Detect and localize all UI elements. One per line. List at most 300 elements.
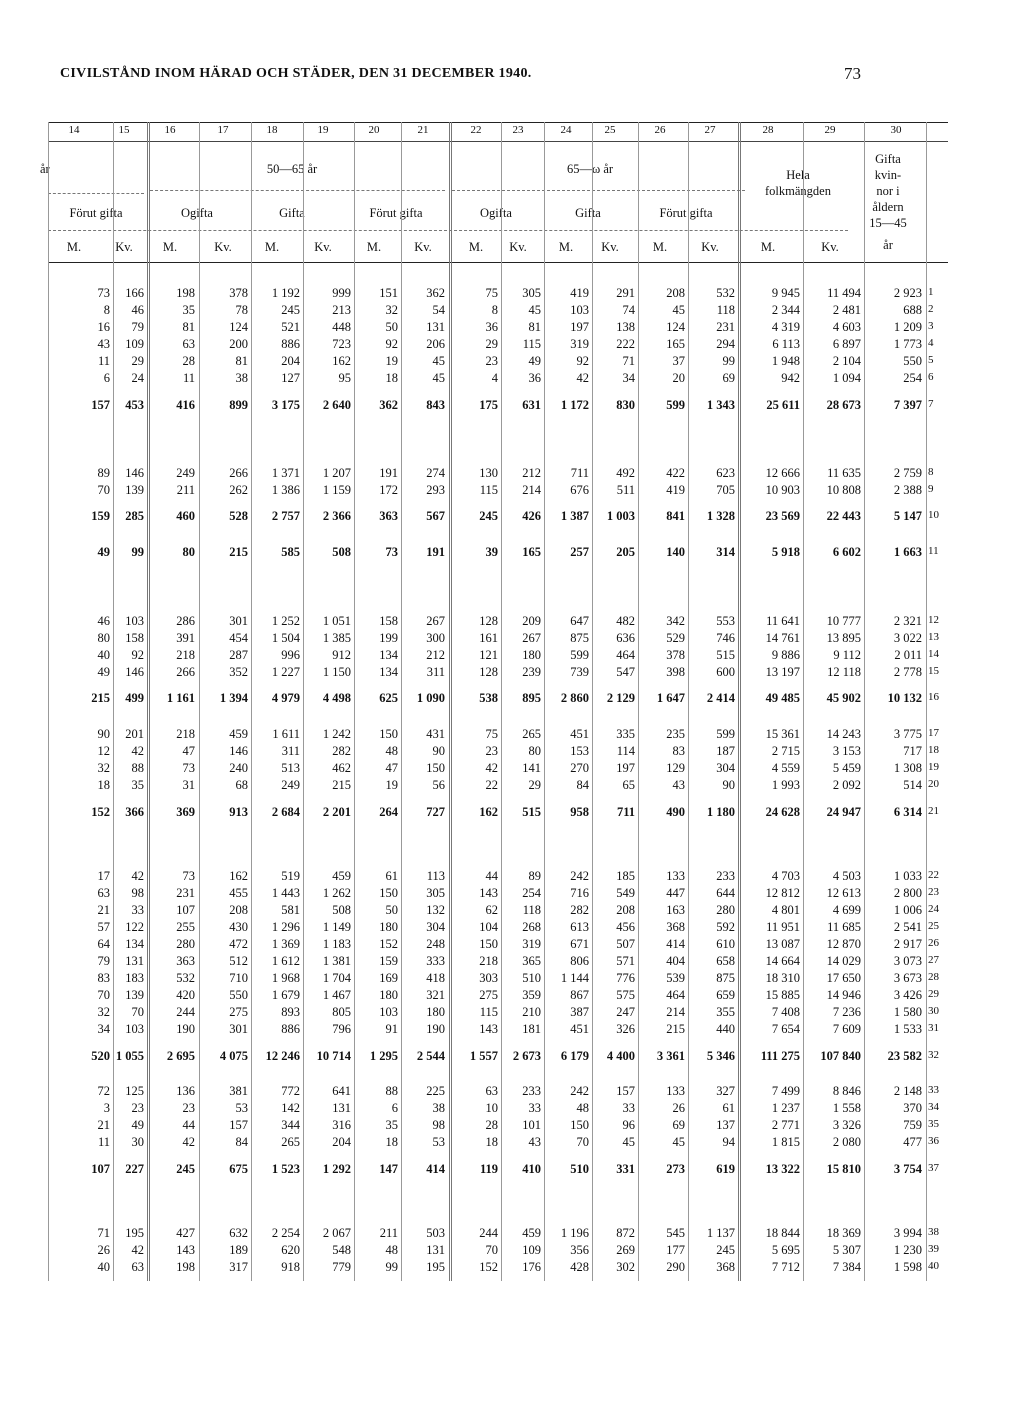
- table-cell: 521: [281, 320, 300, 334]
- table-cell: 83: [672, 744, 685, 758]
- table-cell: 127: [281, 371, 300, 385]
- table-cell: 7 609: [832, 1022, 861, 1036]
- table-cell: 150: [426, 761, 445, 775]
- table-cell: 143: [176, 1243, 195, 1257]
- heading-gifta-2: Gifta: [575, 206, 601, 220]
- table-cell: 327: [716, 1084, 735, 1098]
- table-cell: 80: [97, 631, 110, 645]
- table-cell: 195: [125, 1226, 144, 1240]
- table-cell: 1 371: [271, 466, 300, 480]
- table-total-row: [48, 805, 958, 822]
- table-cell: 550: [903, 354, 922, 368]
- table-cell: 212: [522, 466, 541, 480]
- table-cell: 772: [281, 1084, 300, 1098]
- table-cell: 88: [385, 1084, 398, 1098]
- table-cell: 287: [229, 648, 248, 662]
- table-cell: 1 094: [832, 371, 861, 385]
- table-cell: 235: [666, 727, 685, 741]
- table-cell: 1 679: [271, 988, 300, 1002]
- table-cell: 344: [281, 1118, 300, 1132]
- table-cell: 368: [716, 1260, 735, 1274]
- table-cell: 73: [182, 761, 195, 775]
- column-number: 15: [118, 124, 130, 136]
- table-cell: 103: [125, 614, 144, 628]
- table-cell: 180: [522, 648, 541, 662]
- table-cell: 571: [616, 954, 635, 968]
- table-cell: 5 346: [706, 1049, 735, 1063]
- table-cell: 370: [903, 1101, 922, 1115]
- table-cell: 201: [125, 727, 144, 741]
- table-cell: 70: [97, 483, 110, 497]
- table-cell: 1 394: [219, 691, 248, 705]
- table-cell: 109: [522, 1243, 541, 1257]
- table-cell: 134: [379, 648, 398, 662]
- table-cell: 254: [522, 886, 541, 900]
- table-cell: 958: [570, 805, 589, 819]
- table-row: [48, 954, 958, 971]
- table-cell: 464: [666, 988, 685, 1002]
- table-cell: 131: [332, 1101, 351, 1115]
- subheading-kv: Kv.: [701, 240, 719, 254]
- table-cell: 301: [229, 1022, 248, 1036]
- table-cell: 206: [426, 337, 445, 351]
- table-cell: 1 328: [706, 509, 735, 523]
- table-cell: 13 087: [765, 937, 800, 951]
- table-cell: 12 118: [827, 665, 861, 679]
- table-cell: 28: [485, 1118, 498, 1132]
- table-cell: 460: [176, 509, 195, 523]
- table-cell: 1 033: [893, 869, 922, 883]
- table-row: [48, 1243, 958, 1260]
- table-cell: 73: [97, 286, 110, 300]
- row-number: 16: [928, 691, 939, 703]
- table-cell: 304: [426, 920, 445, 934]
- table-cell: 233: [522, 1084, 541, 1098]
- table-cell: 180: [379, 988, 398, 1002]
- table-cell: 4 703: [771, 869, 800, 883]
- table-cell: 1 149: [322, 920, 351, 934]
- table-cell: 265: [281, 1135, 300, 1149]
- row-number: 39: [928, 1243, 939, 1255]
- table-cell: 231: [176, 886, 195, 900]
- table-cell: 414: [426, 1162, 445, 1176]
- table-cell: 18: [385, 1135, 398, 1149]
- table-cell: 419: [666, 483, 685, 497]
- table-cell: 492: [616, 466, 635, 480]
- table-cell: 29: [131, 354, 144, 368]
- table-cell: 210: [522, 1005, 541, 1019]
- table-cell: 14 761: [765, 631, 800, 645]
- heading-gifta-kv-3: nor i: [876, 184, 900, 198]
- table-row: [48, 869, 958, 886]
- table-cell: 2 715: [771, 744, 800, 758]
- table-cell: 2 541: [893, 920, 922, 934]
- table-cell: 153: [570, 744, 589, 758]
- table-cell: 942: [781, 371, 800, 385]
- table-cell: 3: [103, 1101, 110, 1115]
- table-cell: 28 673: [826, 398, 861, 412]
- table-cell: 806: [570, 954, 589, 968]
- table-cell: 644: [716, 886, 735, 900]
- heading-forut-gifta-1: Förut gifta: [369, 206, 423, 220]
- table-cell: 2 104: [832, 354, 861, 368]
- table-cell: 42: [485, 761, 498, 775]
- table-cell: 191: [426, 545, 445, 559]
- table-cell: 1 144: [560, 971, 589, 985]
- table-cell: 841: [666, 509, 685, 523]
- table-cell: 209: [522, 614, 541, 628]
- column-number: 14: [68, 124, 80, 136]
- table-cell: 99: [131, 545, 144, 559]
- subheading-m: M.: [652, 240, 668, 254]
- table-cell: 311: [426, 665, 445, 679]
- table-cell: 150: [379, 886, 398, 900]
- table-cell: 510: [522, 971, 541, 985]
- table-cell: 75: [485, 286, 498, 300]
- table-cell: 1 369: [271, 937, 300, 951]
- table-cell: 6 314: [893, 805, 922, 819]
- table-cell: 18: [97, 778, 110, 792]
- table-cell: 42: [576, 371, 589, 385]
- table-cell: 599: [666, 398, 685, 412]
- table-cell: 1 558: [832, 1101, 861, 1115]
- table-cell: 1 137: [706, 1226, 735, 1240]
- table-cell: 8 846: [832, 1084, 861, 1098]
- table-cell: 482: [616, 614, 635, 628]
- table-cell: 4 400: [606, 1049, 635, 1063]
- row-number: 37: [928, 1162, 939, 1174]
- table-cell: 335: [616, 727, 635, 741]
- heading-gifta-kv-6: år: [883, 238, 893, 252]
- table-cell: 619: [716, 1162, 735, 1176]
- row-number: 1: [928, 286, 934, 298]
- table-cell: 290: [666, 1260, 685, 1274]
- table-total-row: [48, 545, 958, 562]
- table-cell: 1 533: [893, 1022, 922, 1036]
- row-number: 24: [928, 903, 939, 915]
- table-cell: 567: [426, 509, 445, 523]
- table-cell: 398: [666, 665, 685, 679]
- table-cell: 158: [125, 631, 144, 645]
- table-cell: 1 557: [469, 1049, 498, 1063]
- heading-hela-2: folkmängden: [765, 184, 831, 198]
- table-row: [48, 1226, 958, 1243]
- table-cell: 1 663: [893, 545, 922, 559]
- table-cell: 1 993: [771, 778, 800, 792]
- table-cell: 42: [131, 1243, 144, 1257]
- table-cell: 181: [522, 1022, 541, 1036]
- table-cell: 84: [235, 1135, 248, 1149]
- row-number: 11: [928, 545, 939, 557]
- table-row: [48, 371, 958, 388]
- table-cell: 10 903: [765, 483, 800, 497]
- table-cell: 14 243: [826, 727, 861, 741]
- table-cell: 245: [479, 509, 498, 523]
- table-cell: 410: [522, 1162, 541, 1176]
- table-cell: 79: [97, 954, 110, 968]
- table-cell: 275: [479, 988, 498, 1002]
- table-cell: 63: [131, 1260, 144, 1274]
- table-cell: 56: [432, 778, 445, 792]
- table-cell: 24 947: [826, 805, 861, 819]
- table-cell: 33: [131, 903, 144, 917]
- table-cell: 84: [576, 778, 589, 792]
- table-cell: 9 945: [771, 286, 800, 300]
- table-cell: 431: [426, 727, 445, 741]
- table-cell: 515: [716, 648, 735, 662]
- column-number-row: [48, 122, 948, 142]
- table-cell: 81: [528, 320, 541, 334]
- table-cell: 166: [125, 286, 144, 300]
- table-cell: 96: [622, 1118, 635, 1132]
- table-cell: 98: [131, 886, 144, 900]
- subheading-kv: Kv.: [214, 240, 232, 254]
- table-cell: 90: [722, 778, 735, 792]
- heading-age-50-65: 50—65 år: [266, 162, 318, 176]
- table-cell: 146: [125, 466, 144, 480]
- table-row: [48, 971, 958, 988]
- table-cell: 11 951: [766, 920, 800, 934]
- subheading-m: M.: [162, 240, 178, 254]
- table-cell: 42: [182, 1135, 195, 1149]
- table-cell: 38: [235, 371, 248, 385]
- table-cell: 111 275: [760, 1049, 800, 1063]
- table-cell: 215: [229, 545, 248, 559]
- page-number: 73: [844, 64, 861, 83]
- table-cell: 1 227: [271, 665, 300, 679]
- table-cell: 49: [97, 665, 110, 679]
- table-cell: 139: [125, 483, 144, 497]
- table-cell: 4 801: [771, 903, 800, 917]
- table-cell: 121: [479, 648, 498, 662]
- table-cell: 119: [479, 1162, 498, 1176]
- table-cell: 22: [485, 778, 498, 792]
- table-cell: 6 897: [832, 337, 861, 351]
- table-cell: 585: [281, 545, 300, 559]
- table-cell: 304: [716, 761, 735, 775]
- table-cell: 575: [616, 988, 635, 1002]
- table-cell: 24 628: [765, 805, 800, 819]
- table-cell: 2 673: [512, 1049, 541, 1063]
- table-cell: 212: [426, 648, 445, 662]
- table-cell: 11: [182, 371, 195, 385]
- table-cell: 42: [131, 744, 144, 758]
- subheading-kv: Kv.: [115, 240, 133, 254]
- table-cell: 2 366: [322, 509, 351, 523]
- table-cell: 414: [666, 937, 685, 951]
- heading-forut-gifta-2: Förut gifta: [659, 206, 713, 220]
- table-cell: 1 443: [271, 886, 300, 900]
- table-cell: 711: [570, 466, 589, 480]
- table-cell: 459: [332, 869, 351, 883]
- table-cell: 1 183: [322, 937, 351, 951]
- table-cell: 12: [97, 744, 110, 758]
- table-cell: 158: [379, 614, 398, 628]
- heading-ar: år: [40, 162, 50, 176]
- table-cell: 2 860: [560, 691, 589, 705]
- subheading-kv: Kv.: [414, 240, 432, 254]
- table-cell: 448: [332, 320, 351, 334]
- table-cell: 1 504: [271, 631, 300, 645]
- table-cell: 28: [182, 354, 195, 368]
- table-cell: 12 870: [826, 937, 861, 951]
- row-number: 14: [928, 648, 939, 660]
- table-cell: 1 262: [322, 886, 351, 900]
- table-cell: 1 523: [271, 1162, 300, 1176]
- table-cell: 70: [485, 1243, 498, 1257]
- table-cell: 247: [616, 1005, 635, 1019]
- table-cell: 26: [97, 1243, 110, 1257]
- table-cell: 80: [182, 545, 195, 559]
- table-cell: 150: [479, 937, 498, 951]
- table-cell: 15 885: [765, 988, 800, 1002]
- table-cell: 3 326: [832, 1118, 861, 1132]
- table-cell: 244: [176, 1005, 195, 1019]
- table-cell: 225: [426, 1084, 445, 1098]
- table-cell: 420: [176, 988, 195, 1002]
- table-cell: 190: [426, 1022, 445, 1036]
- table-cell: 511: [616, 483, 635, 497]
- table-cell: 91: [385, 1022, 398, 1036]
- table-cell: 1 161: [166, 691, 195, 705]
- table-cell: 103: [379, 1005, 398, 1019]
- table-cell: 886: [281, 1022, 300, 1036]
- table-cell: 508: [332, 545, 351, 559]
- column-number: 27: [704, 124, 716, 136]
- table-cell: 513: [281, 761, 300, 775]
- table-cell: 69: [722, 371, 735, 385]
- table-cell: 7 654: [771, 1022, 800, 1036]
- table-cell: 54: [432, 303, 445, 317]
- column-number: 20: [368, 124, 380, 136]
- table-cell: 3 775: [893, 727, 922, 741]
- table-cell: 416: [176, 398, 195, 412]
- table-cell: 18 369: [826, 1226, 861, 1240]
- table-cell: 218: [176, 727, 195, 741]
- table-cell: 362: [426, 286, 445, 300]
- table-cell: 918: [281, 1260, 300, 1274]
- table-cell: 118: [522, 903, 541, 917]
- table-cell: 872: [616, 1226, 635, 1240]
- table-cell: 759: [903, 1118, 922, 1132]
- table-cell: 131: [125, 954, 144, 968]
- table-cell: 74: [622, 303, 635, 317]
- table-cell: 18 844: [765, 1226, 800, 1240]
- table-cell: 1 252: [271, 614, 300, 628]
- table-cell: 131: [426, 1243, 445, 1257]
- table-cell: 239: [522, 665, 541, 679]
- table-cell: 1 467: [322, 988, 351, 1002]
- table-cell: 165: [522, 545, 541, 559]
- table-cell: 472: [229, 937, 248, 951]
- table-cell: 248: [426, 937, 445, 951]
- table-cell: 215: [91, 691, 110, 705]
- table-cell: 103: [570, 303, 589, 317]
- table-row: [48, 648, 958, 665]
- table-cell: 453: [125, 398, 144, 412]
- table-cell: 13 895: [826, 631, 861, 645]
- table-total-row: [48, 1162, 958, 1179]
- table-cell: 275: [229, 1005, 248, 1019]
- table-cell: 1 090: [416, 691, 445, 705]
- table-cell: 2 414: [706, 691, 735, 705]
- table-cell: 301: [229, 614, 248, 628]
- table-cell: 2 481: [832, 303, 861, 317]
- table-cell: 739: [570, 665, 589, 679]
- table-cell: 90: [97, 727, 110, 741]
- heading-gifta-kv-2: kvin-: [874, 168, 902, 182]
- page-header: CIVILSTÅND INOM HÄRAD OCH STÄDER, DEN 31 DECEMBER 1940.: [60, 66, 532, 81]
- table-cell: 805: [332, 1005, 351, 1019]
- table-cell: 11 685: [827, 920, 861, 934]
- row-number: 25: [928, 920, 939, 932]
- table-cell: 2 695: [166, 1049, 195, 1063]
- table-cell: 189: [229, 1243, 248, 1257]
- table-cell: 109: [125, 337, 144, 351]
- table-cell: 176: [522, 1260, 541, 1274]
- table-cell: 532: [716, 286, 735, 300]
- table-cell: 124: [229, 320, 248, 334]
- table-cell: 133: [666, 869, 685, 883]
- table-cell: 1 003: [606, 509, 635, 523]
- table-cell: 305: [426, 886, 445, 900]
- column-number: 18: [266, 124, 278, 136]
- table-cell: 532: [176, 971, 195, 985]
- table-row: [48, 744, 958, 761]
- table-cell: 185: [616, 869, 635, 883]
- table-cell: 200: [229, 337, 248, 351]
- table-cell: 211: [176, 483, 195, 497]
- subheading-kv: Kv.: [509, 240, 527, 254]
- table-cell: 269: [616, 1243, 635, 1257]
- table-cell: 867: [570, 988, 589, 1002]
- table-cell: 23: [131, 1101, 144, 1115]
- table-cell: 140: [666, 545, 685, 559]
- table-cell: 147: [379, 1162, 398, 1176]
- table-cell: 419: [570, 286, 589, 300]
- column-number: 25: [604, 124, 616, 136]
- table-cell: 11: [97, 1135, 110, 1149]
- table-cell: 503: [426, 1226, 445, 1240]
- table-cell: 716: [570, 886, 589, 900]
- table-cell: 7 408: [771, 1005, 800, 1019]
- table-cell: 1 296: [271, 920, 300, 934]
- table-cell: 57: [97, 920, 110, 934]
- table-cell: 208: [616, 903, 635, 917]
- table-cell: 5 147: [893, 509, 922, 523]
- table-cell: 623: [716, 466, 735, 480]
- table-cell: 331: [616, 1162, 635, 1176]
- table-cell: 124: [666, 320, 685, 334]
- table-cell: 6 602: [832, 545, 861, 559]
- table-cell: 1 150: [322, 665, 351, 679]
- table-cell: 632: [229, 1226, 248, 1240]
- table-cell: 711: [616, 805, 635, 819]
- table-cell: 61: [385, 869, 398, 883]
- row-number: 7: [928, 398, 934, 410]
- table-cell: 620: [281, 1243, 300, 1257]
- table-cell: 130: [479, 466, 498, 480]
- table-cell: 317: [229, 1260, 248, 1274]
- column-number: 23: [512, 124, 524, 136]
- table-cell: 21: [97, 903, 110, 917]
- table-cell: 426: [522, 509, 541, 523]
- table-cell: 305: [522, 286, 541, 300]
- table-cell: 875: [570, 631, 589, 645]
- table-cell: 548: [332, 1243, 351, 1257]
- table-total-row: [48, 509, 958, 526]
- table-cell: 73: [385, 545, 398, 559]
